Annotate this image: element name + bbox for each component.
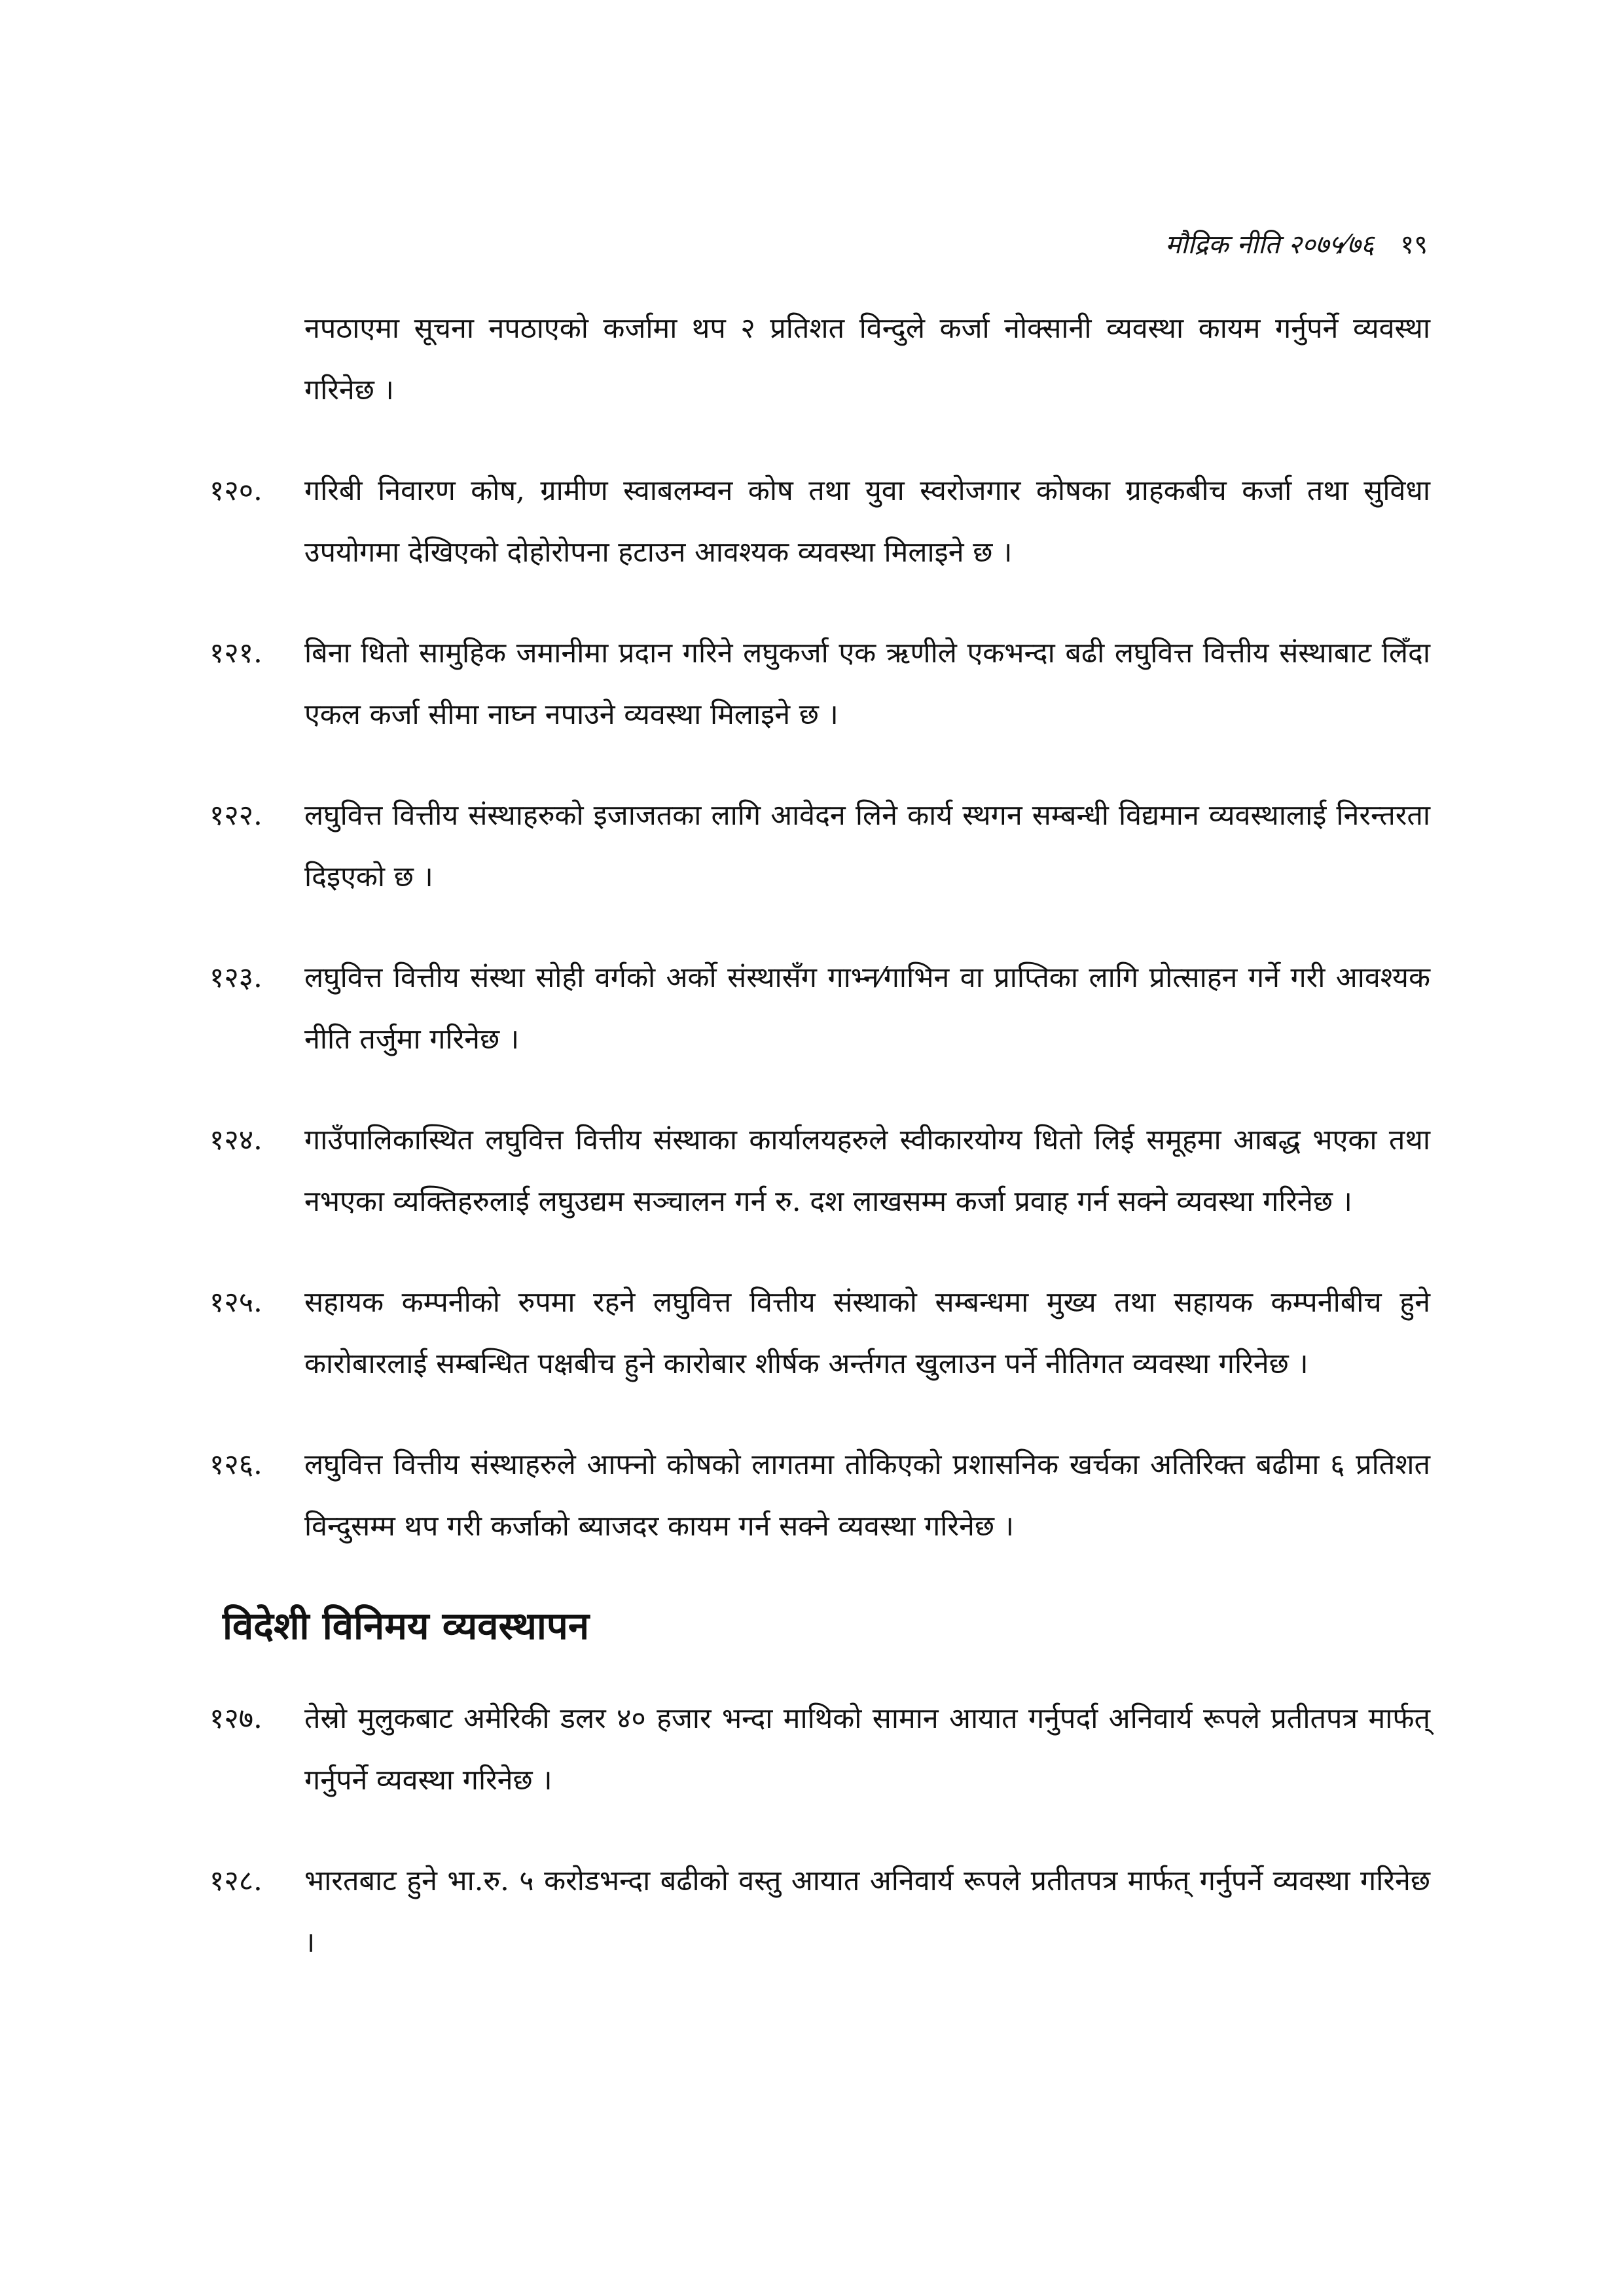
item-text: सहायक कम्पनीको रुपमा रहने लघुवित्त वित्तीय संस्थाको सम्बन्धमा मुख्य तथा सहायक कम्पनीबीच हुने कारोबारलाई सम्बन्धित पक्षबीच हुने कारोबार शीर्षक अर्न्तगत खुलाउन पर्ने नीतिगत व्यवस्था गरिनेछ । — [304, 1286, 1430, 1380]
item-text: बिना धितो सामुहिक जमानीमा प्रदान गरिने लघुकर्जा एक ऋणीले एकभन्दा बढी लघुवित्त वित्तीय संस्थाबाट लिँदा एकल कर्जा सीमा नाघ्न नपाउने व्यवस्था मिलाइने छ । — [304, 637, 1430, 731]
item-number: १२०. — [209, 475, 262, 507]
list-item-127 — [209, 1688, 1430, 1811]
list-item-125 — [209, 1272, 1430, 1395]
item-text: गाउँपालिकास्थित लघुवित्त वित्तीय संस्थाका कार्यालयहरुले स्वीकारयोग्य धितो लिई समूहमा आबद्ध भएका तथा नभएका व्यक्तिहरुलाई लघुउद्यम सञ्चालन गर्न रु. दश लाखसम्म कर्जा प्रवाह गर्न सक्ने व्यवस्था गरिनेछ । — [304, 1124, 1430, 1218]
list-item-121 — [209, 622, 1430, 745]
document-body — [209, 298, 1430, 2013]
item-number: १२५. — [209, 1286, 262, 1319]
item-text: लघुवित्त वित्तीय संस्थाहरुको इजाजतका लागि आवेदन लिने कार्य स्थगन सम्बन्धी विद्यमान व्यवस्थालाई निरन्तरता दिइएको छ । — [304, 799, 1430, 893]
continuation-paragraph: नपठाएमा सूचना नपठाएको कर्जामा थप २ प्रतिशत विन्दुले कर्जा नोक्सानी व्यवस्था कायम गर्नुपर्ने व्यवस्था गरिनेछ । — [304, 312, 1430, 406]
item-number: १२२. — [209, 799, 262, 832]
page-number: १९ — [1400, 230, 1428, 260]
item-number: १२७. — [209, 1702, 262, 1735]
list-item-122 — [209, 785, 1430, 908]
running-header — [1165, 229, 1428, 260]
item-number: १२६. — [209, 1448, 262, 1481]
item-text: लघुवित्त वित्तीय संस्थाहरुले आफ्नो कोषको लागतमा तोकिएको प्रशासनिक खर्चका अतिरिक्त बढीमा ६ प्रतिशत विन्दुसम्म थप गरी कर्जाको ब्याजदर कायम गर्न सक्ने व्यवस्था गरिनेछ । — [304, 1448, 1430, 1543]
item-number: १२१. — [209, 637, 262, 670]
item-number: १२८. — [209, 1865, 262, 1897]
section-heading: विदेशी विनिमय व्यवस्थापन — [223, 1604, 590, 1648]
item-number: १२४. — [209, 1124, 262, 1157]
item-text: तेस्रो मुलुकबाट अमेरिकी डलर ४० हजार भन्दा माथिको सामान आयात गर्नुपर्दा अनिवार्य रूपले प्रतीतपत्र मार्फत् गर्नुपर्ने व्यवस्था गरिनेछ । — [304, 1702, 1430, 1797]
list-item-123 — [209, 947, 1430, 1070]
item-text: लघुवित्त वित्तीय संस्था सोही वर्गको अर्को संस्थासँग गाभ्न⁄गाभिन वा प्राप्तिका लागि प्रोत्साहन गर्ने गरी आवश्यक नीति तर्जुमा गरिनेछ । — [304, 961, 1430, 1056]
item-text: भारतबाट हुने भा.रु. ५ करोडभन्दा बढीको वस्तु आयात अनिवार्य रूपले प्रतीतपत्र मार्फत् गर्नुपर्ने व्यवस्था गरिनेछ । — [304, 1865, 1430, 1959]
list-item-120 — [209, 460, 1430, 583]
header-title: मौद्रिक नीति २०७५⁄७६ — [1165, 230, 1375, 260]
item-number: १२३. — [209, 961, 262, 994]
list-item-124 — [209, 1109, 1430, 1232]
item-text: गरिबी निवारण कोष, ग्रामीण स्वाबलम्वन कोष तथा युवा स्वरोजगार कोषका ग्राहकबीच कर्जा तथा सुविधा उपयोगमा देखिएको दोहोरोपना हटाउन आवश्यक व्यवस्था मिलाइने छ । — [304, 475, 1430, 569]
list-item-126 — [209, 1434, 1430, 1557]
list-item-128 — [209, 1850, 1430, 1973]
